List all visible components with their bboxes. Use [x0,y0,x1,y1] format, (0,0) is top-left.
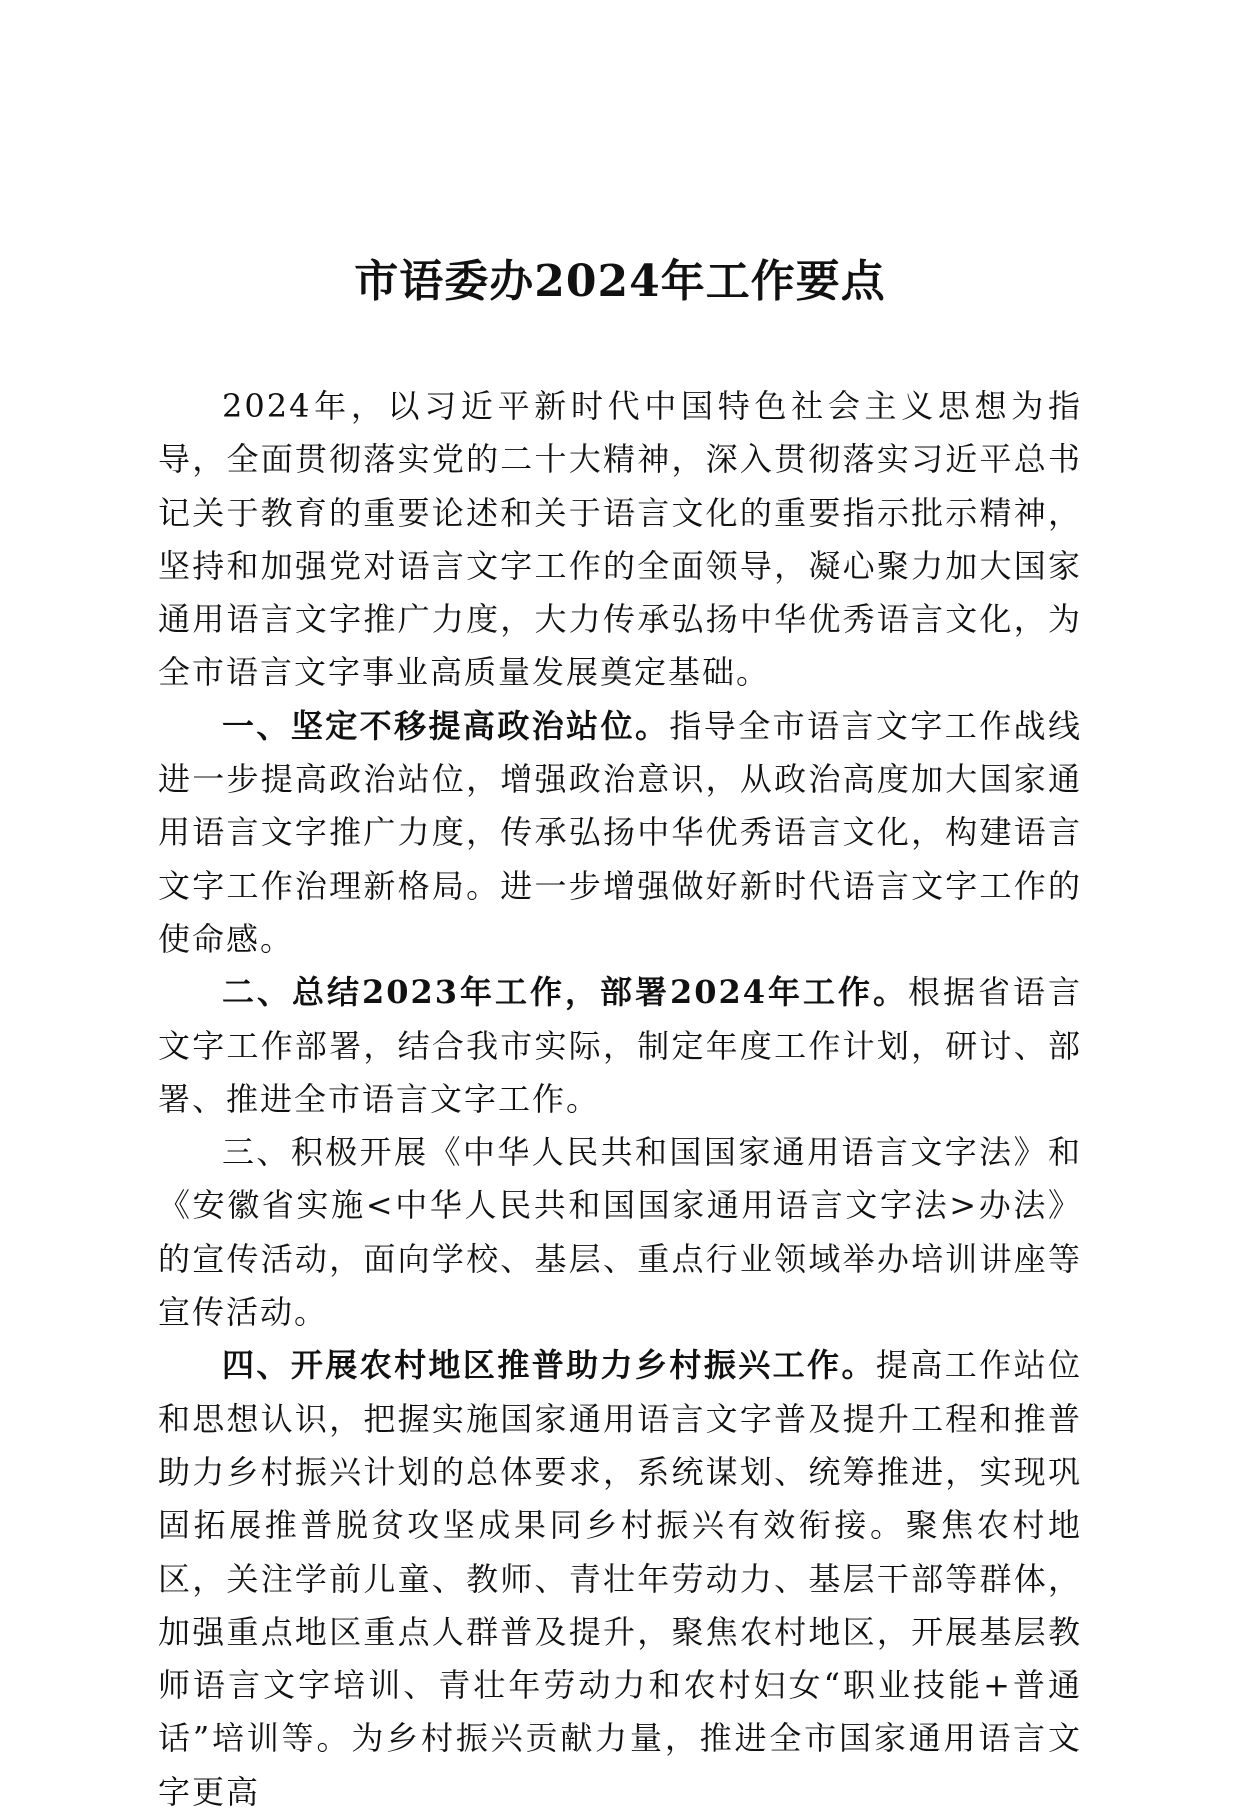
paragraph-text: 三、积极开展《中华人民共和国国家通用语言文字法》和《安徽省实施<中华人民共和国国家通用语言文字法>办法》的宣传活动，面向学校、基层、重点行业领域举办培训讲座等宣传活动。 [158,1133,1082,1332]
paragraph-section-2 [158,966,1082,1126]
paragraph-heading: 四、开展农村地区推普助力乡村振兴工作。 [222,1346,876,1385]
document-body [158,380,1082,1819]
paragraph-section-4 [158,1339,1082,1819]
paragraph-intro [158,380,1082,700]
document-title: 市语委办2024年工作要点 [354,256,886,307]
paragraph-text: 根据省语言文字工作部署，结合我市实际，制定年度工作计划，研讨、部署、推进全市语言文字工作。 [158,973,1082,1118]
paragraph-text: 指导全市语言文字工作战线进一步提高政治站位，增强政治意识，从政治高度加大国家通用语言文字推广力度，传承弘扬中华优秀语言文化，构建语言文字工作治理新格局。进一步增强做好新时代语言文字工作的使命感。 [158,706,1082,958]
paragraph-section-1 [158,700,1082,966]
paragraph-heading: 一、坚定不移提高政治站位。 [222,706,670,745]
paragraph-heading: 二、总结2023年工作，部署2024年工作。 [222,973,909,1012]
paragraph-text: 提高工作站位和思想认识，把握实施国家通用语言文字普及提升工程和推普助力乡村振兴计划的总体要求，系统谋划、统筹推进，实现巩固拓展推普脱贫攻坚成果同乡村振兴有效衔接。聚焦农村地区，关注学前儿童、教师、青壮年劳动力、基层干部等群体，加强重点地区重点人群普及提升，聚焦农村地区，开展基层教师语言文字培训、青壮年劳动力和农村妇女“职业技能+普通话”培训等。为乡村振兴贡献力量，推进全市国家通用语言文字更高 [158,1346,1082,1811]
paragraph-text: 2024年，以习近平新时代中国特色社会主义思想为指导，全面贯彻落实党的二十大精神，深入贯彻落实习近平总书记关于教育的重要论述和关于语言文化的重要指示批示精神，坚持和加强党对语言文字工作的全面领导，凝心聚力加大国家通用语言文字推广力度，大力传承弘扬中华优秀语言文化，为全市语言文字事业高质量发展奠定基础。 [158,387,1082,692]
paragraph-section-3 [158,1126,1082,1339]
